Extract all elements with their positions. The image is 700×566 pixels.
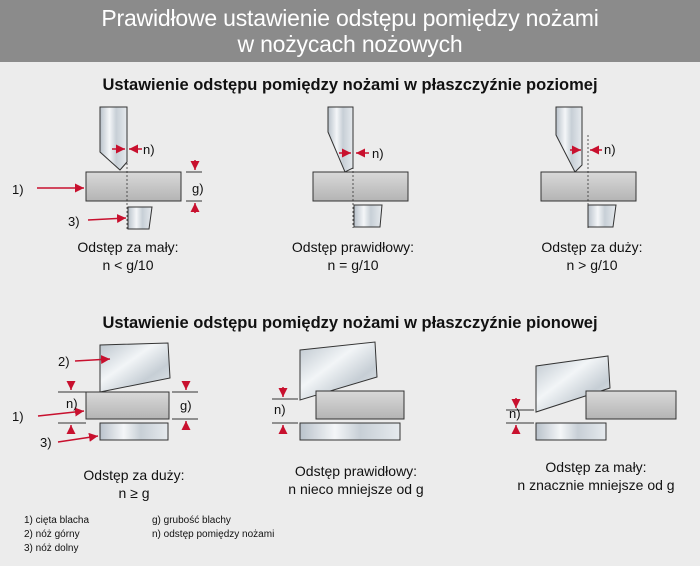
- label-lower-knife: 3): [68, 214, 80, 229]
- upper-knife: [328, 107, 353, 172]
- legend-item-lower-knife: 3) nóż dolny: [24, 543, 79, 554]
- caption-line: Odstęp za duży:: [83, 467, 185, 483]
- upper-knife: [556, 107, 582, 172]
- title-line-1: Prawidłowe ustawienie odstępu pomiędzy nożami: [101, 5, 599, 31]
- label-gap: n): [274, 402, 286, 417]
- caption-formula: n znacznie mniejsze od g: [517, 477, 675, 493]
- cut-sheet: [541, 172, 636, 201]
- label-sheet: 1): [12, 409, 24, 424]
- label-gap: n): [509, 406, 521, 421]
- caption-formula: n = g/10: [327, 257, 379, 273]
- lower-knife: [100, 423, 168, 440]
- label-thickness: g): [180, 398, 192, 413]
- label-lower-knife: 3): [40, 435, 52, 450]
- caption-vertical-3: [496, 458, 696, 494]
- horizontal-panel-1: [37, 107, 202, 230]
- caption-line: Odstęp za mały:: [77, 239, 179, 255]
- upper-knife: [100, 107, 127, 170]
- horizontal-panel-3: [541, 107, 636, 228]
- cut-sheet: [86, 392, 169, 419]
- caption-horizontal-2: [253, 238, 453, 274]
- vertical-panel-2: [272, 342, 404, 440]
- label-gap: n): [372, 146, 384, 161]
- label-gap: n): [66, 396, 78, 411]
- upper-knife: [100, 343, 170, 392]
- lower-knife: [588, 205, 616, 227]
- horizontal-panel-2: [313, 107, 408, 228]
- cut-sheet: [586, 391, 676, 419]
- cut-sheet: [313, 172, 408, 201]
- cut-sheet: [86, 172, 181, 201]
- title-line-2: w nożycach nożowych: [237, 31, 463, 57]
- legend-right: [152, 514, 274, 542]
- label-sheet: 1): [12, 182, 24, 197]
- lower-knife: [128, 207, 152, 229]
- caption-horizontal-1: [28, 238, 228, 274]
- label-upper-knife: 2): [58, 354, 70, 369]
- caption-vertical-1: [34, 466, 234, 502]
- legend-item-thickness: g) grubość blachy: [152, 515, 231, 526]
- horizontal-section-heading: Ustawienie odstępu pomiędzy nożami w płaszczyźnie poziomej: [102, 76, 598, 94]
- caption-formula: n > g/10: [566, 257, 618, 273]
- legend-item-gap: n) odstęp pomiędzy nożami: [152, 529, 275, 540]
- caption-formula: n < g/10: [102, 257, 154, 273]
- caption-line: Odstęp prawidłowy:: [294, 463, 418, 479]
- lower-knife: [536, 423, 606, 440]
- label-gap: n): [143, 142, 155, 157]
- legend-item-sheet: 1) cięta blacha: [24, 515, 90, 526]
- caption-vertical-2: [256, 462, 456, 498]
- legend-item-upper-knife: 2) nóż górny: [24, 529, 80, 540]
- lower-knife: [354, 205, 382, 227]
- label-gap: n): [604, 142, 616, 157]
- label-arrow: [58, 436, 98, 442]
- legend-left: [24, 514, 89, 556]
- vertical-panel-3: [506, 356, 676, 440]
- label-thickness: g): [192, 181, 204, 196]
- caption-formula: n ≥ g: [118, 485, 150, 501]
- vertical-section-heading: Ustawienie odstępu pomiędzy nożami w płaszczyźnie pionowej: [102, 314, 598, 332]
- label-arrow: [38, 411, 84, 416]
- lower-knife: [300, 423, 400, 440]
- label-arrow: [88, 218, 126, 220]
- caption-horizontal-3: [492, 238, 692, 274]
- caption-line: Odstęp za duży:: [541, 239, 643, 255]
- caption-line: Odstęp prawidłowy:: [291, 239, 415, 255]
- caption-formula: n nieco mniejsze od g: [288, 481, 424, 497]
- caption-line: Odstęp za mały:: [545, 459, 647, 475]
- cut-sheet: [316, 391, 404, 419]
